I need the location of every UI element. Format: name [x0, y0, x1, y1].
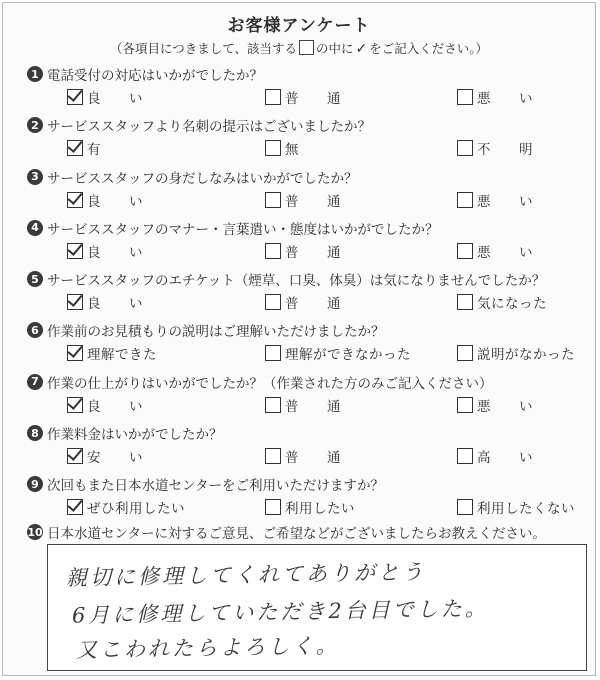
option-label: 普 通: [285, 193, 341, 210]
option-label: 有: [87, 142, 101, 159]
question-number: 3: [27, 169, 43, 185]
question-8: [27, 422, 587, 473]
option-label: 悪 い: [477, 244, 533, 261]
instruction-text-post: をご記入ください。）: [369, 41, 489, 56]
option-label: 普 通: [285, 244, 341, 261]
question-text: サービススタッフのエチケット（煙草、口臭、体臭）は気になりませんでしたか？: [47, 273, 546, 290]
checked-checkbox[interactable]: [67, 397, 83, 413]
option-label: 良 い: [87, 398, 143, 415]
question-2: [27, 114, 587, 165]
checkbox[interactable]: [265, 397, 281, 413]
question-header: [27, 217, 587, 239]
comment-line: 親切に修理してくれてありがとう: [65, 559, 427, 591]
option-label: 普 通: [285, 91, 341, 107]
option-1[interactable]: [67, 496, 185, 518]
option-group: [27, 291, 587, 315]
option-group: [27, 240, 587, 264]
question-header: [27, 114, 587, 136]
checked-checkbox[interactable]: [67, 499, 83, 515]
option-label: 高 い: [477, 450, 533, 467]
question-text: 作業の仕上がりはいかがでしたか？（作業された方のみご記入ください）: [47, 375, 493, 392]
option-label: 悪 い: [477, 91, 533, 107]
option-1[interactable]: [67, 189, 143, 211]
option-group: [27, 342, 587, 366]
form-title: お客様アンケート: [227, 16, 371, 36]
checked-checkbox[interactable]: [67, 345, 83, 361]
option-1[interactable]: [67, 240, 143, 262]
option-label: 説明がなかった: [477, 347, 575, 364]
question-header: [27, 422, 587, 444]
checkbox[interactable]: [457, 294, 473, 310]
instruction-check-icon: ✓: [355, 41, 368, 57]
checkbox[interactable]: [265, 499, 281, 515]
question-3: [27, 166, 587, 217]
option-label: ぜひ利用したい: [87, 501, 185, 518]
checkbox[interactable]: [265, 294, 281, 310]
option-label: 無: [285, 142, 299, 159]
comment-textarea[interactable]: [47, 544, 587, 671]
question-list: [27, 63, 587, 525]
option-label: 普 通: [285, 296, 341, 313]
option-3[interactable]: [457, 137, 533, 159]
option-label: 利用したくない: [477, 501, 575, 518]
option-2[interactable]: [265, 342, 411, 364]
option-label: 不 明: [477, 142, 533, 159]
option-2[interactable]: [265, 137, 299, 159]
survey-sheet: [2, 2, 596, 676]
option-2[interactable]: [265, 86, 341, 108]
question-6: [27, 319, 587, 370]
question-5: [27, 268, 587, 319]
question-header: [27, 371, 587, 393]
option-3[interactable]: [457, 291, 547, 313]
checked-checkbox[interactable]: [67, 140, 83, 156]
question-header: [27, 473, 587, 495]
option-2[interactable]: [265, 394, 341, 416]
checkbox[interactable]: [457, 140, 473, 156]
option-2[interactable]: [265, 291, 341, 313]
option-group: [27, 394, 587, 418]
question-header: [27, 319, 587, 341]
checked-checkbox[interactable]: [67, 448, 83, 464]
option-label: 気になった: [477, 296, 547, 313]
question-header: [27, 268, 587, 290]
question-number: 8: [27, 425, 43, 441]
question-text: サービススタッフのマナー・言葉遣い・態度はいかがでしたか？: [47, 221, 439, 238]
option-1[interactable]: [67, 342, 157, 364]
option-label: 良 い: [87, 91, 143, 107]
instruction-text-pre: （各項目につきまして、該当する: [109, 41, 297, 56]
question-number: 10: [27, 525, 43, 539]
option-label: 普 通: [285, 398, 341, 415]
checkbox[interactable]: [457, 397, 473, 413]
option-3[interactable]: [457, 189, 533, 211]
option-group: [27, 189, 587, 213]
question-1: [27, 63, 587, 114]
option-label: 理解ができなかった: [285, 347, 411, 364]
checkbox[interactable]: [457, 499, 473, 515]
question-header: [27, 63, 587, 85]
option-2[interactable]: [265, 240, 341, 262]
checkbox[interactable]: [265, 192, 281, 208]
option-2[interactable]: [265, 496, 355, 518]
checkbox[interactable]: [457, 89, 473, 105]
question-text: サービススタッフの身だしなみはいかがでしたか？: [47, 170, 358, 187]
option-group: [27, 445, 587, 469]
option-1[interactable]: [67, 86, 143, 108]
instruction-box-icon: [299, 40, 314, 55]
checked-checkbox[interactable]: [67, 294, 83, 310]
option-group: [27, 86, 587, 110]
question-number: 4: [27, 220, 43, 236]
checkbox[interactable]: [265, 448, 281, 464]
question-4: [27, 217, 587, 268]
question-number: 6: [27, 322, 43, 338]
option-3[interactable]: [457, 240, 533, 262]
option-3[interactable]: [457, 496, 575, 518]
checkbox[interactable]: [457, 243, 473, 259]
option-group: [27, 137, 587, 161]
checked-checkbox[interactable]: [67, 192, 83, 208]
checkbox[interactable]: [457, 448, 473, 464]
question-text: 次回もまた日本水道センターをご利用いただけますか？: [47, 478, 384, 495]
option-1[interactable]: [67, 291, 143, 313]
question-text: 作業前のお見積もりの説明はご理解いただけましたか？: [47, 324, 385, 341]
checked-checkbox[interactable]: [67, 243, 83, 259]
checkbox[interactable]: [457, 345, 473, 361]
option-label: 理解できた: [87, 347, 157, 364]
question-9: [27, 473, 587, 524]
option-label: 悪 い: [477, 193, 533, 210]
option-3[interactable]: [457, 342, 575, 364]
question-number: 9: [27, 476, 43, 492]
checkbox[interactable]: [265, 140, 281, 156]
option-3[interactable]: [457, 394, 533, 416]
option-label: 良 い: [87, 296, 143, 313]
option-label: 普 通: [285, 450, 341, 467]
option-2[interactable]: [265, 189, 341, 211]
comment-line: 6月に修理していただき2台目でした。: [71, 596, 489, 628]
comment-line: 又こわれたらよろしく。: [75, 633, 340, 663]
option-label: 悪 い: [477, 398, 533, 415]
checkbox[interactable]: [265, 345, 281, 361]
option-label: 良 い: [87, 244, 143, 261]
option-label: 利用したい: [285, 501, 355, 518]
question-number: 2: [27, 117, 43, 133]
option-label: 安 い: [87, 450, 143, 467]
option-1[interactable]: [67, 445, 143, 467]
option-1[interactable]: [67, 137, 101, 159]
question-text: 電話受付の対応はいかがでしたか？: [47, 68, 263, 84]
comment-prompt: 日本水道センターに対するご意見、ご希望などがございましたらお教えください。: [47, 526, 546, 542]
question-header: [27, 166, 587, 188]
checkbox[interactable]: [265, 89, 281, 105]
checked-checkbox[interactable]: [67, 89, 83, 105]
comment-question: [27, 523, 546, 541]
option-group: [27, 496, 587, 520]
checkbox[interactable]: [265, 243, 281, 259]
question-number: 1: [27, 66, 43, 82]
option-3[interactable]: [457, 86, 533, 108]
question-number: 5: [27, 271, 43, 287]
option-3[interactable]: [457, 445, 533, 467]
form-instruction: [3, 39, 595, 57]
option-label: 良 い: [87, 193, 143, 210]
question-number: 7: [27, 374, 43, 390]
question-text: 作業料金はいかがでしたか？: [47, 427, 223, 444]
option-2[interactable]: [265, 445, 341, 467]
checkbox[interactable]: [457, 192, 473, 208]
question-7: [27, 371, 587, 422]
option-1[interactable]: [67, 394, 143, 416]
question-text: サービススタッフより名刺の提示はございましたか？: [47, 119, 371, 136]
instruction-text-mid: の中に: [316, 41, 354, 56]
